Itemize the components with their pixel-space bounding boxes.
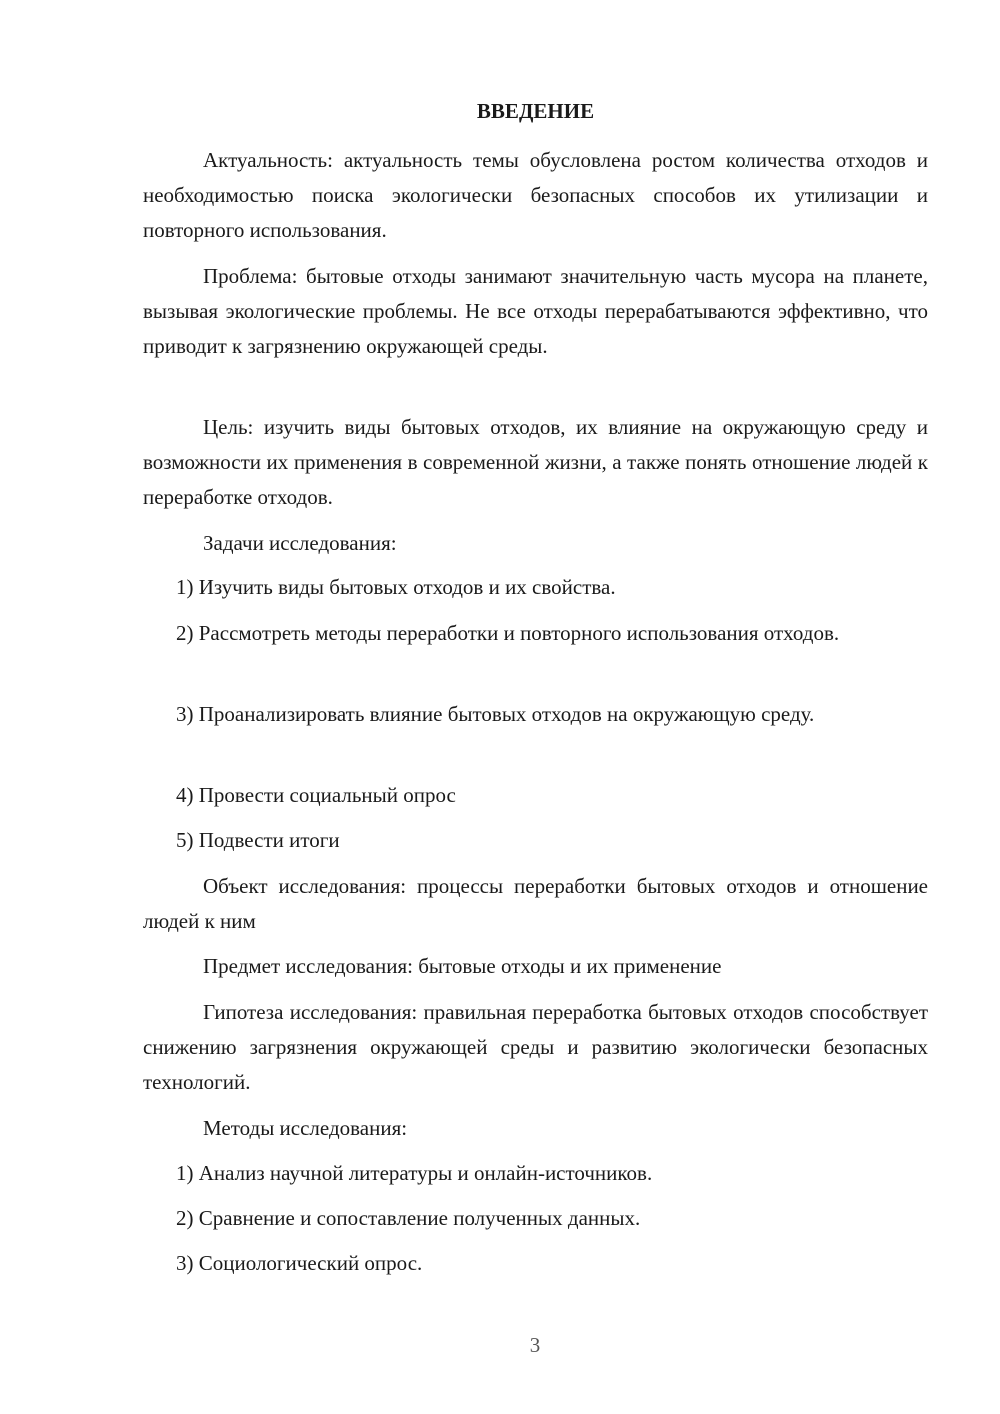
relevance-paragraph: Актуальность: актуальность темы обусловлена ростом количества отходов и необходимостью поиска экологически безопасных способов их утилизации и повторного использования. [143, 148, 928, 242]
method-item-2: 2) Сравнение и сопоставление полученных данных. [176, 1206, 641, 1230]
problem-paragraph: Проблема: бытовые отходы занимают значительную часть мусора на планете, вызывая экологические проблемы. Не все отходы перерабатываются эффективно, что приводит к загрязнению окружающей среды. [143, 264, 928, 358]
method-item-3: 3) Социологический опрос. [176, 1251, 423, 1275]
hypothesis-paragraph: Гипотеза исследования: правильная переработка бытовых отходов способствует снижению загрязнения окружающей среды и развитию экологически безопасных технологий. [143, 1000, 928, 1094]
task-item-2: 2) Рассмотреть методы переработки и повторного использования отходов. [176, 621, 840, 645]
task-item-5: 5) Подвести итоги [176, 828, 340, 852]
task-item-4: 4) Провести социальный опрос [176, 783, 456, 807]
task-item-3: 3) Проанализировать влияние бытовых отходов на окружающую среду. [176, 702, 815, 726]
subject-paragraph: Предмет исследования: бытовые отходы и их применение [203, 954, 722, 978]
method-item-1: 1) Анализ научной литературы и онлайн-источников. [176, 1161, 653, 1185]
task-item-1: 1) Изучить виды бытовых отходов и их свойства. [176, 575, 616, 599]
object-paragraph: Объект исследования: процессы переработки бытовых отходов и отношение людей к ним [143, 874, 928, 933]
page-number: 3 [529, 1333, 541, 1357]
tasks-heading: Задачи исследования: [203, 531, 397, 555]
page-title: ВВЕДЕНИЕ [476, 99, 595, 123]
goal-paragraph: Цель: изучить виды бытовых отходов, их влияние на окружающую среду и возможности их применения в современной жизни, а также понять отношение людей к переработке отходов. [143, 415, 928, 509]
methods-heading: Методы исследования: [203, 1116, 408, 1140]
